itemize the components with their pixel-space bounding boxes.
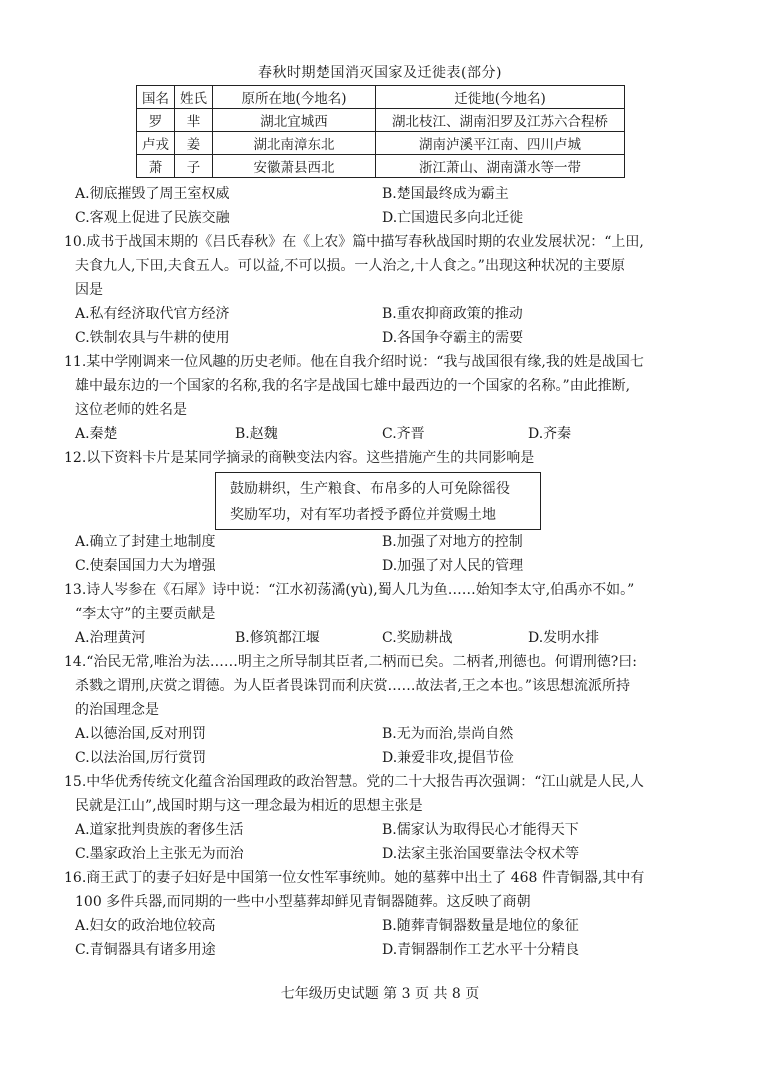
option-a[interactable]: A.治理黄河 xyxy=(75,630,146,646)
table-cell: 子 xyxy=(175,155,213,178)
option-b[interactable]: B.无为而治,崇尚自然 xyxy=(382,726,514,742)
option-d[interactable]: D.青铜器制作工艺水平十分精良 xyxy=(382,942,580,958)
question-12-options xyxy=(75,530,715,578)
option-c[interactable]: C.奖励耕战 xyxy=(382,630,453,646)
option-a[interactable]: A.确立了封建土地制度 xyxy=(75,534,216,550)
question-stem-line: 100 多件兵器,而同期的一些中小型墓葬却鲜见青铜器随葬。这反映了商朝 xyxy=(75,894,531,910)
question-stem-line: 民就是江山”,战国时期与这一理念最为相近的思想主张是 xyxy=(75,798,423,814)
card-line: 鼓励耕织，生产粮食、布帛多的人可免除徭役 xyxy=(230,481,510,497)
table-header-row xyxy=(137,86,625,109)
question-stem-line: “李太守”的主要贡献是 xyxy=(75,606,216,622)
table-cell: 湖北宜城西 xyxy=(213,109,376,132)
option-b[interactable]: B.儒家认为取得民心才能得天下 xyxy=(382,822,579,838)
question-stem-line: 16.商王武丁的妻子妇好是中国第一位女性军事统帅。她的墓葬中出土了 468 件青铜器,其中有 xyxy=(64,870,645,886)
option-a[interactable]: A.秦楚 xyxy=(75,426,118,442)
option-b[interactable]: B.楚国最终成为霸主 xyxy=(382,186,509,202)
table-cell: 湖南泸溪平江南、四川卢城 xyxy=(376,132,625,155)
option-a[interactable]: A.私有经济取代官方经济 xyxy=(75,306,230,322)
question-stem-line: 12.以下资料卡片是某同学摘录的商鞅变法内容。这些措施产生的共同影响是 xyxy=(64,450,535,466)
option-c[interactable]: C.铁制农具与牛耕的使用 xyxy=(75,330,230,346)
option-d[interactable]: D.兼爱非攻,提倡节俭 xyxy=(382,750,514,766)
option-b[interactable]: B.修筑都江堰 xyxy=(235,630,320,646)
option-c[interactable]: C.齐晋 xyxy=(382,426,425,442)
question-stem-line: 的治国理念是 xyxy=(75,702,159,718)
table-cell: 安徽萧县西北 xyxy=(213,155,376,178)
question-stem-line: 夫食九人,下田,夫食五人。可以益,不可以损。一人治之,十人食之。”出现这种状况的主要原 xyxy=(75,258,625,274)
page-footer: 七年级历史试题 第 3 页 共 8 页 xyxy=(280,986,480,1002)
question-12 xyxy=(64,446,724,470)
migration-table xyxy=(136,85,625,178)
question-16 xyxy=(64,866,724,962)
table-cell: 姜 xyxy=(175,132,213,155)
option-c[interactable]: C.青铜器具有诸多用途 xyxy=(75,942,216,958)
question-stem-line: 11.某中学刚调来一位风趣的历史老师。他在自我介绍时说：“我与战国很有缘,我的姓是战国七 xyxy=(64,354,644,370)
option-c[interactable]: C.客观上促进了民族交融 xyxy=(75,210,230,226)
card-line: 奖励军功，对有军功者授予爵位并赏赐土地 xyxy=(230,507,496,523)
option-d[interactable]: D.法家主张治国要靠法令权术等 xyxy=(382,846,580,862)
option-a[interactable]: A.道家批判贵族的奢侈生活 xyxy=(75,822,244,838)
table-row xyxy=(137,132,625,155)
question-stem-line: 15.中华优秀传统文化蕴含治国理政的政治智慧。党的二十大报告再次强调：“江山就是人民,人 xyxy=(64,774,644,790)
option-b[interactable]: B.重农抑商政策的推动 xyxy=(382,306,523,322)
option-d[interactable]: D.齐秦 xyxy=(528,426,572,442)
question-15 xyxy=(64,770,724,866)
option-c[interactable]: C.使秦国国力大为增强 xyxy=(75,558,216,574)
question-10 xyxy=(64,230,724,350)
table-cell: 萧 xyxy=(137,155,175,178)
option-d[interactable]: D.加强了对人民的管理 xyxy=(382,558,524,574)
question-11 xyxy=(64,350,724,446)
table-header-cell: 姓氏 xyxy=(175,86,213,109)
question-stem-line: 雄中最东边的一个国家的名称,我的名字是战国七雄中最西边的一个国家的名称。”由此推断, xyxy=(75,378,631,394)
option-c[interactable]: C.以法治国,厉行赏罚 xyxy=(75,750,207,766)
question-stem-line: 因是 xyxy=(75,282,103,298)
table-cell: 芈 xyxy=(175,109,213,132)
question-stem-line: 14.“治民无常,唯治为法……明主之所导制其臣者,二柄而已矣。二柄者,刑德也。何谓刑德?曰: xyxy=(64,654,637,670)
material-card xyxy=(215,472,541,530)
table-cell: 湖北南漳东北 xyxy=(213,132,376,155)
table-cell: 湖北枝江、湖南汨罗及江苏六合程桥 xyxy=(376,109,625,132)
table-header-cell: 原所在地(今地名) xyxy=(213,86,376,109)
option-a[interactable]: A.彻底摧毁了周王室权威 xyxy=(75,186,230,202)
table-row xyxy=(137,109,625,132)
option-d[interactable]: D.亡国遗民多向北迁徙 xyxy=(382,210,524,226)
table-cell: 卢戎 xyxy=(137,132,175,155)
option-a[interactable]: A.以德治国,反对刑罚 xyxy=(75,726,207,742)
option-a[interactable]: A.妇女的政治地位较高 xyxy=(75,918,216,934)
table-cell: 浙江萧山、湖南潇水等一带 xyxy=(376,155,625,178)
question-9-options xyxy=(75,182,715,230)
option-c[interactable]: C.墨家政治上主张无为而治 xyxy=(75,846,244,862)
question-13 xyxy=(64,578,724,650)
option-d[interactable]: D.各国争夺霸主的需要 xyxy=(382,330,524,346)
question-stem-line: 杀戮之谓刑,庆赏之谓德。为人臣者畏诛罚而利庆赏……故法者,王之本也。”该思想流派所持 xyxy=(75,678,631,694)
question-14 xyxy=(64,650,724,770)
question-stem-line: 10.成书于战国末期的《吕氏春秋》在《上农》篇中描写春秋战国时期的农业发展状况：“上田, xyxy=(64,234,644,250)
table-cell: 罗 xyxy=(137,109,175,132)
table-caption: 春秋时期楚国消灭国家及迁徙表(部分) xyxy=(258,65,502,81)
option-b[interactable]: B.赵魏 xyxy=(235,426,278,442)
question-stem-line: 13.诗人岑参在《石犀》诗中说：“江水初荡潏(yù),蜀人几为鱼……始知李太守,伯禹亦不如。” xyxy=(64,582,635,598)
table-row xyxy=(137,155,625,178)
option-b[interactable]: B.随葬青铜器数量是地位的象征 xyxy=(382,918,579,934)
option-b[interactable]: B.加强了对地方的控制 xyxy=(382,534,523,550)
option-d[interactable]: D.发明水排 xyxy=(528,630,600,646)
question-stem-line: 这位老师的姓名是 xyxy=(75,402,187,418)
table-header-cell: 迁徙地(今地名) xyxy=(376,86,625,109)
table-header-cell: 国名 xyxy=(137,86,175,109)
